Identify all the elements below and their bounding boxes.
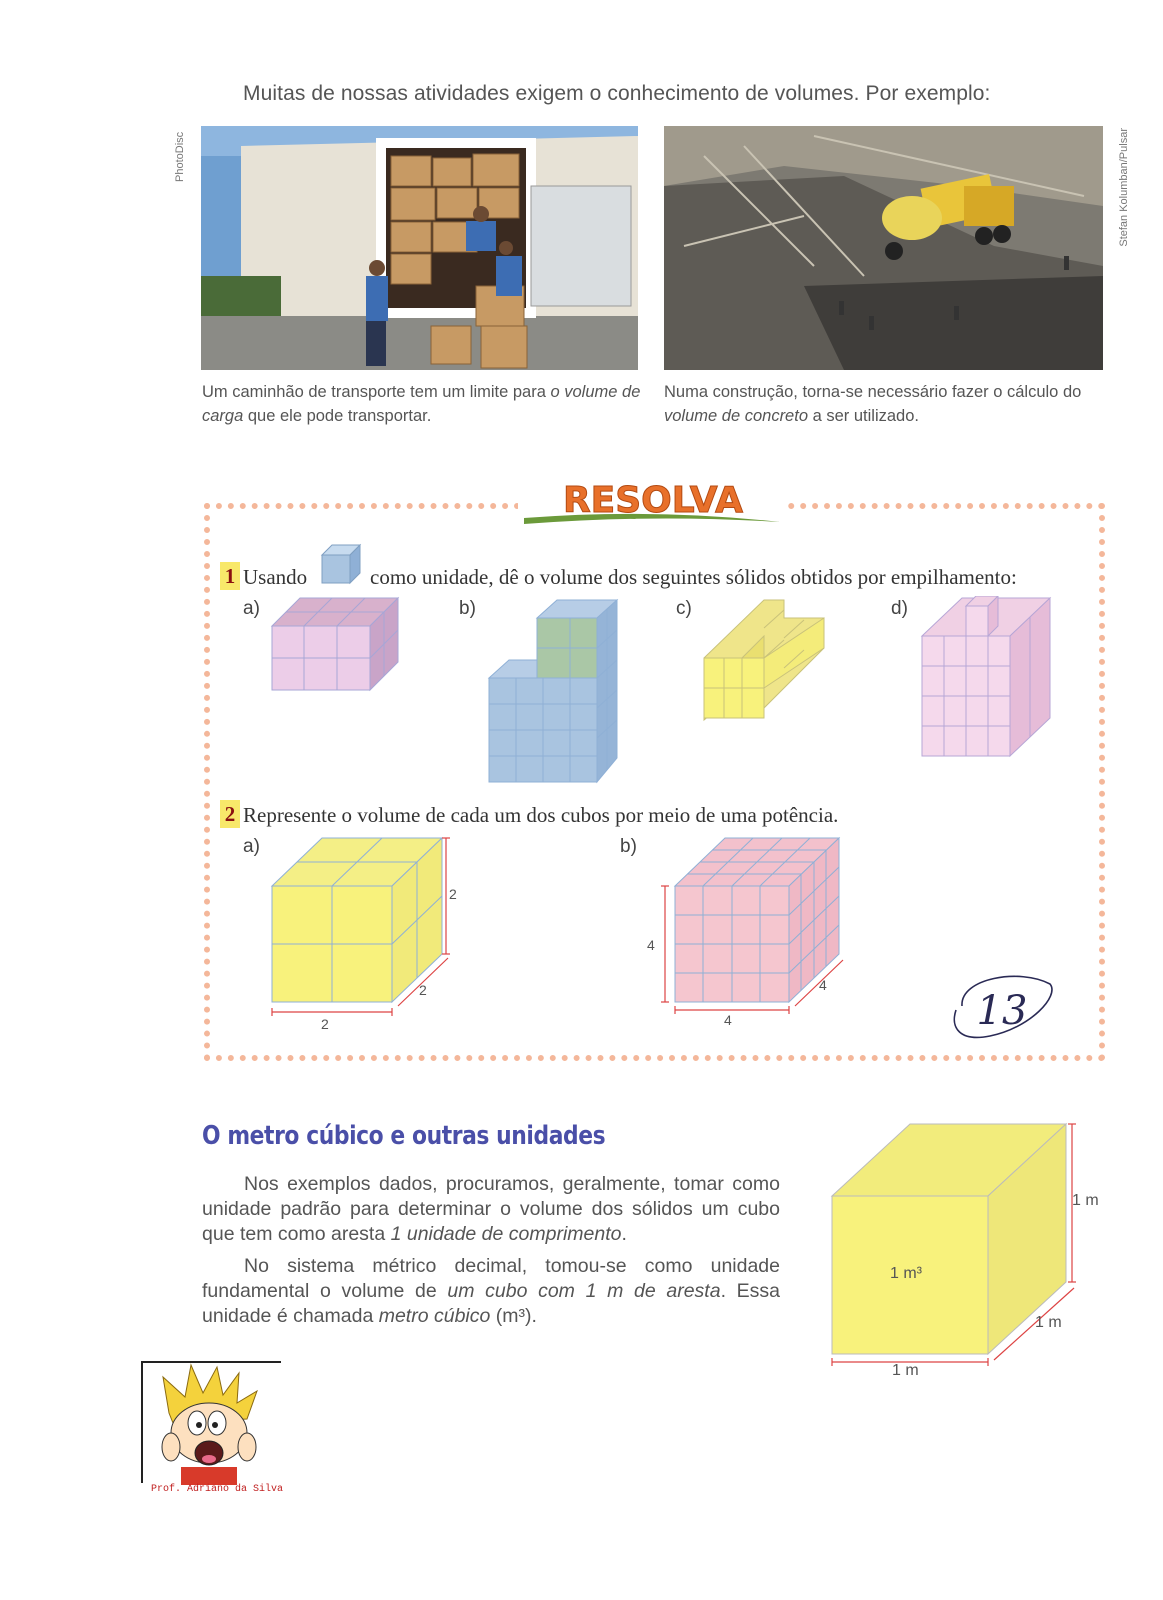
solid-a-figure — [270, 596, 400, 696]
handwritten-page-number-text: 13 — [976, 988, 1028, 1034]
solid-d-figure — [920, 596, 1052, 758]
cube-a-width-label: 2 — [321, 1016, 329, 1032]
cube-b-height-label: 4 — [647, 937, 655, 953]
truck-photo — [201, 126, 638, 370]
intro-text: Muitas de nossas atividades exigem o conhecimento de volumes. Por exemplo: — [243, 82, 991, 105]
paragraph-1: Nos exemplos dados, procuramos, geralmente, tomar como unidade padrão para determinar o volume dos sólidos um cubo que tem como aresta 1 unidade de comprimento. — [202, 1173, 780, 1245]
section-title: O metro cúbico e outras unidades — [202, 1121, 606, 1151]
cube-a-depth-label: 2 — [419, 982, 427, 998]
cubic-meter-figure — [830, 1122, 1080, 1370]
solid-b-figure — [487, 598, 619, 784]
question-1-text-after: como unidade, dê o volume dos seguintes sólidos obtidos por empilhamento: — [370, 565, 1017, 589]
question-2-text: Represente o volume de cada um dos cubos por meio de uma potência. — [243, 803, 839, 827]
question-1-number: 1 — [220, 562, 240, 590]
q1-option-a: a) — [243, 598, 260, 619]
truck-caption: Um caminhão de transporte tem um limite para o volume de carga que ele pode transportar. — [202, 383, 641, 425]
cube-width-label: 1 m — [892, 1362, 919, 1379]
cube-volume-label: 1 m³ — [890, 1265, 922, 1282]
paragraph-2: No sistema métrico decimal, tomou-se como unidade fundamental o volume de um cubo com 1 m de aresta. Essa unidade é chamada metro cúbico (m³). — [202, 1255, 780, 1327]
concrete-caption: Numa construção, torna-se necessário fazer o cálculo do volume de concreto a ser utilizado. — [664, 383, 1082, 425]
cube-depth-label: 1 m — [1035, 1314, 1062, 1331]
photo-credit-right: Stefan Kolumban/Pulsar — [1118, 128, 1130, 247]
concrete-photo — [664, 126, 1103, 370]
solid-c-figure — [702, 598, 826, 722]
q1-option-c: c) — [676, 598, 692, 619]
resolva-title-text: RESOLVA — [562, 480, 744, 521]
q1-option-d: d) — [891, 598, 908, 619]
cartoon-character — [141, 1361, 281, 1483]
resolva-title — [518, 478, 788, 530]
unit-cube-icon — [320, 543, 362, 585]
cube-a-figure — [270, 836, 460, 1026]
q2-option-b: b) — [620, 836, 637, 857]
cube-a-height-label: 2 — [449, 886, 457, 902]
cube-height-label: 1 m — [1072, 1192, 1099, 1209]
handwritten-page-number — [950, 966, 1060, 1056]
photo-credit-left: PhotoDisc — [174, 131, 186, 182]
question-2-number: 2 — [220, 800, 240, 828]
author-credit: Prof. Adriano da Silva — [151, 1484, 284, 1495]
q1-option-b: b) — [459, 598, 476, 619]
cube-b-figure — [655, 836, 845, 1018]
q2-option-a: a) — [243, 836, 260, 857]
cube-b-width-label: 4 — [724, 1012, 732, 1028]
question-1-text-before: Usando — [243, 565, 308, 589]
cube-b-depth-label: 4 — [819, 977, 827, 993]
